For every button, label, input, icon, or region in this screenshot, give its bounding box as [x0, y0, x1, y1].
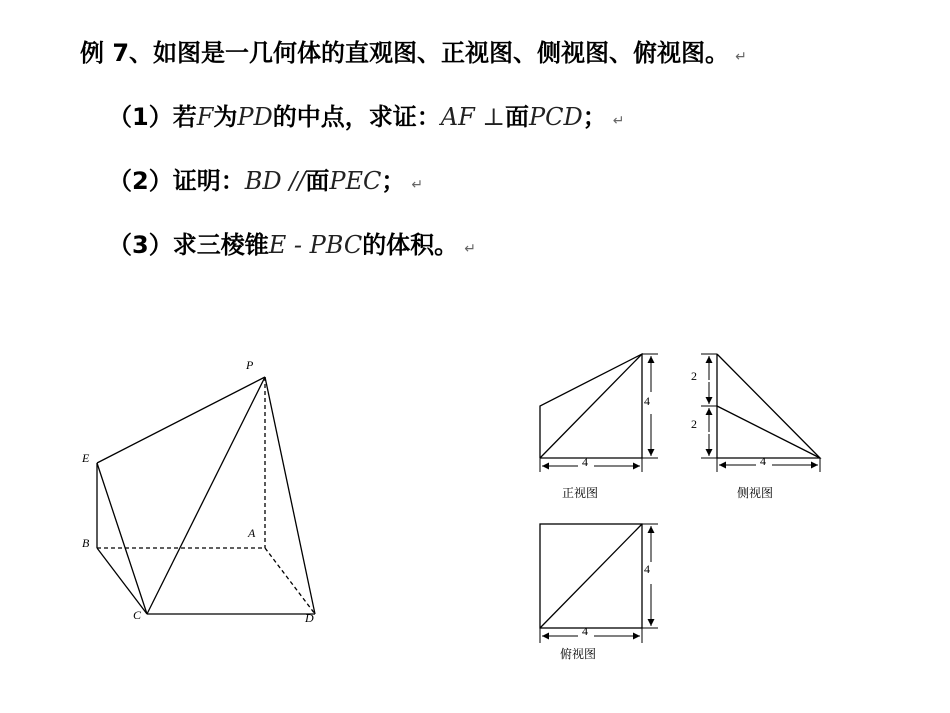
- solid-diagram: [97, 377, 315, 614]
- q1-math-f: F: [196, 103, 214, 131]
- label-c: C: [133, 608, 142, 622]
- front-view: [540, 354, 658, 472]
- edge-bc: [97, 548, 147, 614]
- front-width-label: 4: [582, 455, 588, 469]
- q1-text-c: 的中点，求证：: [272, 103, 441, 131]
- front-diagonal: [540, 354, 642, 458]
- edge-pc: [147, 377, 265, 614]
- q2-math-bd: BD //: [244, 167, 306, 195]
- edge-ep: [97, 377, 265, 463]
- side-view-caption: 侧视图: [737, 486, 774, 500]
- q2-text-c: ；: [381, 167, 406, 195]
- paragraph-mark-icon: ↵: [464, 241, 476, 257]
- title-text: 例 7、如图是一几何体的直观图、正视图、侧视图、俯视图。: [80, 39, 730, 67]
- top-diagonal: [540, 524, 642, 628]
- q1-text-b: 为: [213, 103, 238, 131]
- q1-math-pcd: PCD: [528, 103, 583, 131]
- q3-text-a: （3）求三棱锥: [108, 231, 269, 259]
- top-width-label: 4: [582, 624, 588, 638]
- label-d: D: [305, 611, 314, 625]
- label-e: E: [82, 451, 90, 465]
- paragraph-mark-icon: ↵: [735, 49, 747, 65]
- side-outline: [717, 354, 820, 458]
- label-a: A: [248, 526, 256, 540]
- paragraph-mark-icon: ↵: [411, 177, 424, 193]
- top-view-caption: 俯视图: [560, 647, 597, 661]
- q3-text-b: 的体积。: [362, 231, 459, 259]
- q1-math-pd: PD: [237, 103, 273, 131]
- paragraph-mark-icon: ↵: [612, 113, 625, 129]
- side-top-label: 2: [691, 369, 697, 383]
- front-height-label: 4: [644, 394, 650, 408]
- side-inner-line: [717, 406, 820, 458]
- q1-math-af: AF ⊥: [440, 103, 505, 131]
- q2-math-pec: PEC: [329, 167, 382, 195]
- q1-text-e: ；: [582, 103, 607, 131]
- top-height-label: 4: [644, 562, 650, 576]
- q2-text-a: （2）证明：: [108, 167, 245, 195]
- side-bottom-label: 2: [691, 417, 697, 431]
- side-width-label: 4: [760, 454, 766, 468]
- label-p: P: [246, 358, 254, 372]
- edge-ec: [97, 463, 147, 614]
- edge-pd: [265, 377, 315, 614]
- q2-text-b: 面: [305, 167, 330, 195]
- top-view: [540, 524, 658, 643]
- q1-text-d: 面: [504, 103, 529, 131]
- front-view-caption: 正视图: [562, 486, 599, 500]
- q1-text-a: （1）若: [108, 103, 197, 131]
- label-b: B: [82, 536, 90, 550]
- q3-math-epbc: E - PBC: [268, 231, 363, 259]
